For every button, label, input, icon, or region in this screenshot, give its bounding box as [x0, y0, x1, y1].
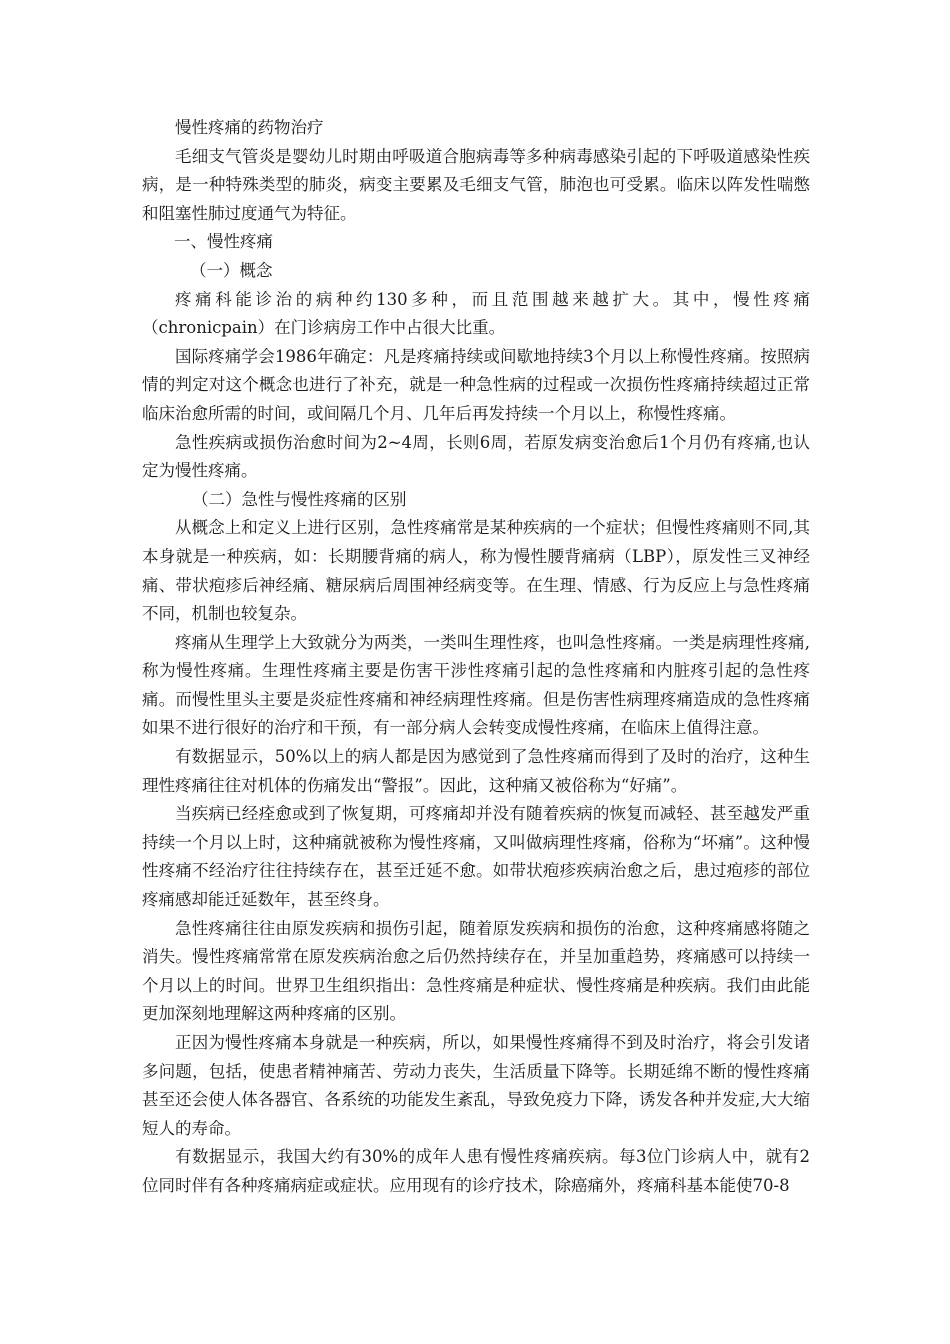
- paragraph: 疼痛科能诊治的病种约130多种，而且范围越来越扩大。其中，慢性疼痛（chronicpain）在门诊病房工作中占很大比重。: [142, 289, 810, 338]
- paragraph: 急性疼痛往往由原发疾病和损伤引起，随着原发疾病和损伤的治愈，这种疼痛感将随之消失。慢性疼痛常常在原发疾病治愈之后仍然持续存在，并呈加重趋势，疼痛感可以持续一个月以上的时间。世界卫生组织指出：急性疼痛是种症状、慢性疼痛是种疾病。我们由此能更加深刻地理解这两种疼痛的区别。: [142, 918, 810, 1024]
- intro-paragraph: 毛细支气管炎是婴幼儿时期由呼吸道合胞病毒等多种病毒感染引起的下呼吸道感染性疾病，是一种特殊类型的肺炎，病变主要累及毛细支气管，肺泡也可受累。临床以阵发性喘憋和阻塞性肺过度通气为特征。: [142, 146, 810, 223]
- paragraph: 有数据显示，我国大约有30%的成年人患有慢性疼痛疾病。每3位门诊病人中，就有2位同时伴有各种疼痛病症或症状。应用现有的诊疗技术，除癌痛外，疼痛科基本能使70-8: [142, 1147, 810, 1195]
- subsection-heading-difference: （二）急性与慢性疼痛的区别: [192, 489, 407, 509]
- paragraph: 正因为慢性疼痛本身就是一种疾病，所以，如果慢性疼痛得不到及时治疗，将会引发诸多问题，包括，使患者精神痛苦、劳动力丧失，生活质量下降等。长期延绵不断的慢性疼痛甚至还会使人体各器官、各系统的功能发生紊乱，导致免疫力下降，诱发各种并发症,大大缩短人的寿命。: [142, 1033, 810, 1138]
- paragraph: 急性疾病或损伤治愈时间为2~4周，长则6周，若原发病变治愈后1个月仍有疼痛,也认定为慢性疼痛。: [142, 432, 810, 481]
- paragraph: 当疾病已经痊愈或到了恢复期，可疼痛却并没有随着疾病的恢复而减轻、甚至越发严重持续一个月以上时，这种痛就被称为慢性疼痛，又叫做病理性疼痛，俗称为“坏痛”。这种慢性疼痛不经治疗往往持续存在，甚至迁延不愈。如带状疱疹疾病治愈之后，患过疱疹的部位疼痛感却能迁延数年，甚至终身。: [142, 804, 810, 910]
- document-title: 慢性疼痛的药物治疗: [175, 118, 324, 137]
- paragraph: 有数据显示，50%以上的病人都是因为感觉到了急性疼痛而得到了及时的治疗，这种生理性疼痛往往对机体的伤痛发出“警报”。因此，这种痛又被俗称为“好痛”。: [142, 747, 810, 795]
- document-body: [142, 114, 810, 1201]
- section-heading-chronic-pain: 一、慢性疼痛: [174, 232, 273, 252]
- paragraph: 疼痛从生理学上大致就分为两类，一类叫生理性疼，也叫急性疼痛。一类是病理性疼痛,称为慢性疼痛。生理性疼痛主要是伤害干涉性疼痛引起的急性疼痛和内脏疼引起的急性疼痛。而慢性里头主要是炎症性疼痛和神经病理性疼痛。但是伤害性病理疼痛造成的急性疼痛如果不进行很好的治疗和干预，有一部分病人会转变成慢性疼痛，在临床上值得注意。: [142, 632, 810, 738]
- subsection-heading-concept: （一）概念: [190, 260, 273, 280]
- paragraph: 国际疼痛学会1986年确定：凡是疼痛持续或间歇地持续3个月以上称慢性疼痛。按照病情的判定对这个概念也进行了补充，就是一种急性病的过程或一次损伤性疼痛持续超过正常临床治愈所需的时间，或间隔几个月、几年后再发持续一个月以上，称慢性疼痛。: [142, 346, 810, 423]
- paragraph: 从概念上和定义上进行区别，急性疼痛常是某种疾病的一个症状；但慢性疼痛则不同,其本身就是一种疾病，如：长期腰背痛的病人，称为慢性腰背痛病（LBP），原发性三叉神经痛、带状疱疹后神经痛、糖尿病后周围神经病变等。在生理、情感、行为反应上与急性疼痛不同，机制也较复杂。: [142, 518, 810, 624]
